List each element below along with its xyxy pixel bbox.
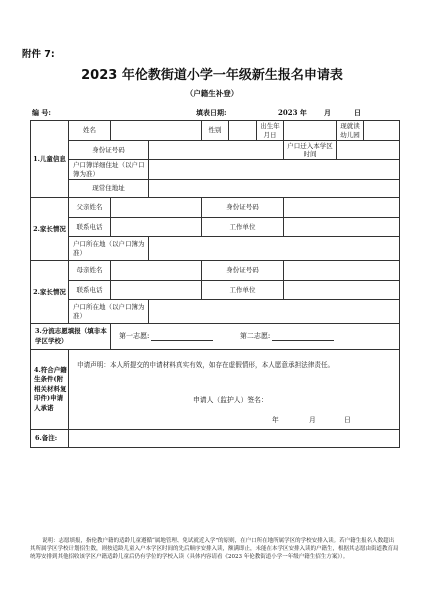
mother-name-field[interactable] — [111, 261, 202, 281]
fill-date-month: 月 — [324, 108, 331, 117]
school-choice-field[interactable] — [111, 324, 400, 350]
signature-day: 日 — [344, 416, 351, 424]
child-name-field[interactable] — [111, 121, 202, 141]
serial-number-label: 编 号: — [32, 108, 52, 117]
mother-work-field[interactable] — [284, 281, 400, 300]
signature-month: 月 — [309, 416, 316, 424]
father-hukou-field[interactable] — [149, 237, 400, 261]
attachment-label: 附件 7: — [22, 49, 55, 60]
child-hukou-address-label: 户口簿详细住址（以户口簿为准） — [69, 160, 149, 180]
father-phone-field[interactable] — [111, 218, 202, 237]
mother-hukou-label: 户口所在地（以户口簿为准） — [69, 300, 149, 324]
first-choice-line[interactable] — [151, 340, 213, 341]
father-id-label: 身份证号码 — [202, 198, 284, 218]
child-hukou-address-field[interactable] — [149, 160, 400, 180]
mother-work-label: 工作单位 — [202, 281, 284, 300]
father-name-label: 父亲姓名 — [69, 198, 111, 218]
child-id-label: 身份证号码 — [69, 141, 149, 160]
child-current-address-label: 现常住地址 — [69, 180, 149, 198]
declaration-statement: 申请声明：本人所提交的申请材料真实有效，如存在虚假情形，本人愿意承担法律责任。 — [77, 361, 335, 369]
child-gender-field[interactable] — [229, 121, 257, 141]
signature-year: 年 — [272, 416, 279, 424]
mother-id-label: 身份证号码 — [202, 261, 284, 281]
child-name-label: 姓名 — [69, 121, 111, 141]
father-hukou-label: 户口所在地（以户口簿为准） — [69, 237, 149, 261]
fill-date-year: 2023 年 — [278, 108, 307, 117]
application-form-table — [30, 120, 400, 448]
father-work-label: 工作单位 — [202, 218, 284, 237]
child-hukou-time-field[interactable] — [337, 141, 400, 160]
remarks-section: 6.备注: — [31, 430, 69, 448]
child-id-field[interactable] — [149, 141, 284, 160]
child-birth-label: 出生年月日 — [257, 121, 284, 141]
father-phone-label: 联系电话 — [69, 218, 111, 237]
mother-name-label: 母亲姓名 — [69, 261, 111, 281]
mother-phone-field[interactable] — [111, 281, 202, 300]
mother-hukou-field[interactable] — [149, 300, 400, 324]
child-info-section: 1.儿童信息 — [31, 121, 69, 198]
father-info-section: 2.家长情况 — [31, 198, 69, 261]
fill-date-label: 填表日期: — [196, 108, 227, 117]
child-kindergarten-label: 现就读幼儿园 — [337, 121, 364, 141]
form-subtitle: （户籍生补登） — [185, 89, 239, 98]
child-current-address-field[interactable] — [149, 180, 400, 198]
second-choice-label: 第二志愿: — [239, 332, 271, 341]
mother-phone-label: 联系电话 — [69, 281, 111, 300]
child-gender-label: 性别 — [202, 121, 229, 141]
declaration-section: 4.符合户籍生条件(附相关材料复印件)申请人承诺 — [31, 350, 69, 430]
school-choice-section: 3.分流志愿填报（填非本学区学校） — [31, 324, 111, 350]
form-instructions-note: 说明：志愿填报，指伦教户籍的适龄儿童遵循“属地管理、免试就近入学”的原则，在户口所在地所属学区的学校安排入读。若户籍生报名人数超出其所属学区学校计划招生数，则按适龄儿童入户本学区时间的先后顺序安排入读，额满即止，未能在本学区安排入读的户籍生，根据其志愿由街道教育局统筹安排到其他招收该学区户籍适龄儿童后仍有学位的学校入读（具体内容请看《2023 年伦教街道小学一年级户籍生招生方案》）。 — [30, 538, 399, 560]
declaration-field[interactable] — [69, 350, 400, 430]
fill-date-day: 日 — [354, 108, 361, 117]
father-id-field[interactable] — [284, 198, 400, 218]
form-title: 2023 年伦教街道小学一年级新生报名申请表 — [81, 68, 343, 83]
remarks-field[interactable] — [69, 430, 400, 448]
father-work-field[interactable] — [284, 218, 400, 237]
mother-id-field[interactable] — [284, 261, 400, 281]
mother-info-section: 2.家长情况 — [31, 261, 69, 324]
child-hukou-time-label: 户口迁入本学区时间 — [284, 141, 337, 160]
child-birth-field[interactable] — [284, 121, 337, 141]
guardian-signature-label: 申请人（监护人）签名： — [193, 396, 268, 404]
child-kindergarten-field[interactable] — [364, 121, 400, 141]
second-choice-line[interactable] — [272, 340, 334, 341]
first-choice-label: 第一志愿: — [119, 332, 150, 341]
father-name-field[interactable] — [111, 198, 202, 218]
